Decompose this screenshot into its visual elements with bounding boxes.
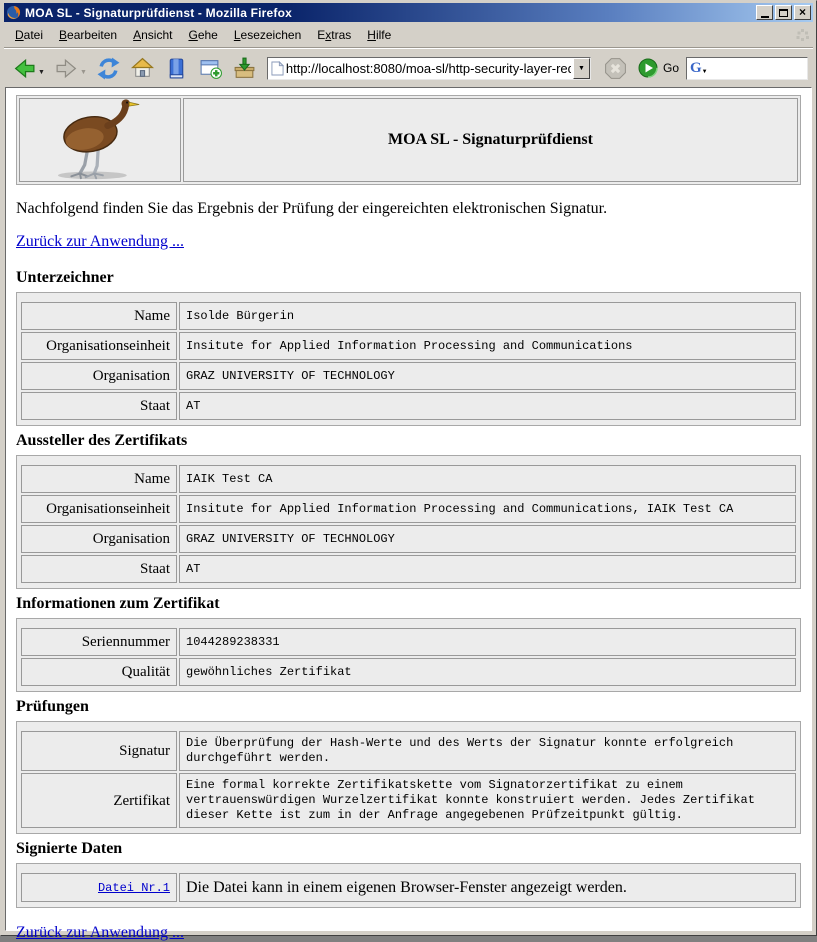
back-to-application-link-bottom[interactable]: Zurück zur Anwendung ... [16,924,184,941]
url-dropdown-button[interactable]: ▼ [573,58,590,79]
row-value: gewöhnliches Zertifikat [179,658,796,686]
close-button[interactable]: × [794,5,811,20]
firefox-icon [6,5,21,20]
section-heading: Unterzeichner [16,269,114,286]
row-value: Isolde Bürgerin [179,302,796,330]
search-input[interactable] [710,60,805,76]
table-row [21,465,796,493]
new-window-button[interactable] [195,53,226,84]
row-label: Name [21,465,177,493]
back-icon [12,56,37,81]
row-label: Organisationseinheit [21,332,177,360]
section-table [16,618,801,692]
section-heading: Signierte Daten [16,840,123,857]
table-row [21,628,796,656]
row-value: Die Überprüfung der Hash-Werte und des Werts der Signatur konnte erfolgreich durchgeführt werden. [179,731,796,771]
menu-item-lesezeichen[interactable]: Lesezeichen [233,27,302,42]
section-heading: Informationen zum Zertifikat [16,595,220,612]
throbber-icon [792,25,812,45]
row-label: Organisation [21,362,177,390]
table-row [21,773,796,828]
url-bar[interactable] [267,57,591,80]
page-title: MOA SL - Signaturprüfdienst [183,98,798,182]
forward-dropdown-caret[interactable]: ▼ [79,68,87,76]
back-button[interactable] [9,53,48,84]
section-table [16,721,801,834]
row-label: Seriennummer [21,628,177,656]
section-table [16,863,801,908]
table-row [21,555,796,583]
row-value: GRAZ UNIVERSITY OF TECHNOLOGY [179,362,796,390]
forward-icon [54,56,79,81]
downloads-button[interactable] [229,53,260,84]
section-heading: Prüfungen [16,698,89,715]
go-label: Go [662,61,679,75]
menu-item-datei[interactable]: Datei [15,27,44,42]
row-label: Staat [21,555,177,583]
page-content [5,87,812,941]
row-value: GRAZ UNIVERSITY OF TECHNOLOGY [179,525,796,553]
table-row [21,392,796,420]
menu-item-extras[interactable]: Extras [317,27,352,42]
row-value: IAIK Test CA [179,465,796,493]
downloads-icon [232,56,257,81]
moa-bird-icon [33,97,167,183]
google-icon: G [690,60,702,76]
row-value: Die Datei kann in einem eigenen Browser-Fenster angezeigt werden. [179,873,796,902]
row-label: Organisation [21,525,177,553]
menu-item-gehe[interactable]: Gehe [188,27,218,42]
table-row [21,731,796,771]
reload-button[interactable] [93,53,124,84]
url-input[interactable] [284,61,573,76]
row-label-cell [21,873,177,902]
go-button[interactable] [634,56,683,80]
page-header-table [16,95,801,185]
home-button[interactable] [127,53,158,84]
page-icon [271,61,284,76]
table-row [21,658,796,686]
row-value: 1044289238331 [179,628,796,656]
table-row [21,302,796,330]
search-bar[interactable] [686,57,808,80]
moa-bird-logo [19,98,181,182]
reload-icon [96,56,121,81]
search-engine-caret[interactable]: ▼ [701,69,708,75]
row-value: Eine formal korrekte Zertifikatskette vom Signatorzertifikat zu einem vertrauenswürdigen Wurzelzertifikat konnte konstruiert werden. Jedes Zertifikat dieser Kette ist zum in der Anfrage angegebenen Prüfzeitpunkt gültig. [179,773,796,828]
home-icon [130,56,155,81]
section-heading: Aussteller des Zertifikats [16,432,188,449]
page-sections [16,269,801,908]
window-title: MOA SL - Signaturprüfdienst - Mozilla Firefox [25,5,293,20]
table-row [21,332,796,360]
section-table [16,292,801,426]
row-label: Name [21,302,177,330]
row-label: Organisationseinheit [21,495,177,523]
menu-bar [1,22,816,47]
row-value: Insitute for Applied Information Processing and Communications [179,332,796,360]
minimize-button[interactable] [756,5,773,20]
stop-button[interactable] [600,53,631,84]
row-value: Insitute for Applied Information Processing and Communications, IAIK Test CA [179,495,796,523]
navigation-toolbar [1,49,816,87]
file-link[interactable]: Datei Nr.1 [97,881,170,895]
table-row [21,362,796,390]
bookmarks-button[interactable] [161,53,192,84]
forward-button[interactable] [51,53,90,84]
row-value: AT [179,555,796,583]
menu-item-hilfe[interactable]: Hilfe [367,27,392,42]
back-dropdown-caret[interactable]: ▼ [38,68,45,76]
section-table [16,455,801,589]
bookmarks-icon [164,56,189,81]
row-label: Staat [21,392,177,420]
row-label: Qualität [21,658,177,686]
row-value: AT [179,392,796,420]
row-label: Zertifikat [21,773,177,828]
table-row [21,525,796,553]
table-row [21,873,796,902]
go-icon [638,58,658,78]
row-label: Signatur [21,731,177,771]
menu-item-bearbeiten[interactable]: Bearbeiten [59,27,118,42]
back-to-application-link-top[interactable]: Zurück zur Anwendung ... [16,233,184,250]
stop-icon [603,56,628,81]
intro-text: Nachfolgend finden Sie das Ergebnis der Prüfung der eingereichten elektronischen Signatur. [16,200,608,217]
table-row [21,495,796,523]
title-bar[interactable] [4,3,813,22]
maximize-button[interactable] [775,5,792,20]
menu-item-ansicht[interactable]: Ansicht [133,27,173,42]
new-window-icon [198,56,223,81]
